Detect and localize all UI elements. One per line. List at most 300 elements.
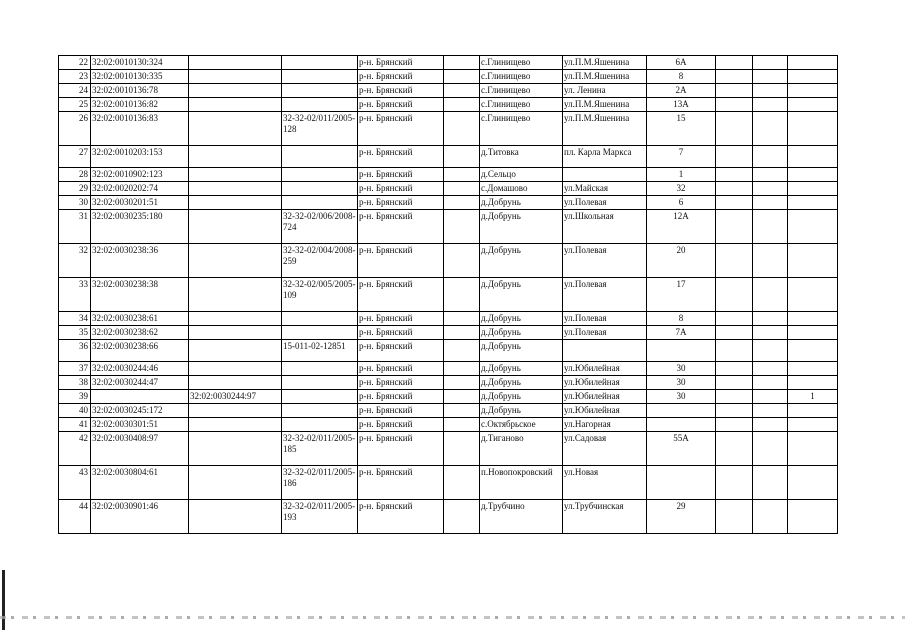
- table-row: [59, 432, 838, 466]
- table-row: [59, 244, 838, 278]
- table-row: [59, 312, 838, 326]
- cadastral-number: 32:02:0030235:180: [91, 210, 189, 244]
- empty-cell: [753, 112, 788, 146]
- cadastral-number-alt: [189, 466, 282, 500]
- registration-number: 32-32-02/011/2005-185: [282, 432, 358, 466]
- empty-cell: [753, 70, 788, 84]
- empty-cell: [444, 244, 480, 278]
- settlement: д.Трубчино: [480, 500, 563, 534]
- district: р-н. Брянский: [358, 418, 444, 432]
- row-number: 40: [59, 404, 91, 418]
- settlement: д.Добрунь: [480, 326, 563, 340]
- empty-cell: [444, 466, 480, 500]
- empty-cell: [716, 500, 753, 534]
- table-row: [59, 390, 838, 404]
- empty-cell: [716, 376, 753, 390]
- empty-cell: [753, 168, 788, 182]
- settlement: с.Глинищево: [480, 112, 563, 146]
- street: ул.Полевая: [563, 278, 647, 312]
- cadastral-number-alt: [189, 210, 282, 244]
- empty-cell: [444, 432, 480, 466]
- district: р-н. Брянский: [358, 500, 444, 534]
- settlement: д.Добрунь: [480, 340, 563, 362]
- extra-mark: [788, 70, 838, 84]
- street: ул.Полевая: [563, 312, 647, 326]
- empty-cell: [444, 278, 480, 312]
- row-number: 41: [59, 418, 91, 432]
- empty-cell: [444, 340, 480, 362]
- district: р-н. Брянский: [358, 70, 444, 84]
- empty-cell: [716, 278, 753, 312]
- row-number: 30: [59, 196, 91, 210]
- registration-number: [282, 312, 358, 326]
- row-number: 35: [59, 326, 91, 340]
- empty-cell: [716, 432, 753, 466]
- row-number: 42: [59, 432, 91, 466]
- table-row: [59, 146, 838, 168]
- table-row: [59, 376, 838, 390]
- empty-cell: [716, 312, 753, 326]
- empty-cell: [444, 182, 480, 196]
- house-number: 20: [647, 244, 716, 278]
- extra-mark: [788, 278, 838, 312]
- extra-mark: [788, 112, 838, 146]
- empty-cell: [444, 418, 480, 432]
- table-row: [59, 326, 838, 340]
- district: р-н. Брянский: [358, 376, 444, 390]
- extra-mark: [788, 340, 838, 362]
- extra-mark: [788, 432, 838, 466]
- street: ул.Садовая: [563, 432, 647, 466]
- street: ул.Юбилейная: [563, 390, 647, 404]
- street: ул.Юбилейная: [563, 362, 647, 376]
- settlement: с.Глинищево: [480, 70, 563, 84]
- house-number: 55А: [647, 432, 716, 466]
- row-number: 39: [59, 390, 91, 404]
- empty-cell: [716, 112, 753, 146]
- cadastral-number-alt: [189, 312, 282, 326]
- cadastral-number-alt: [189, 168, 282, 182]
- registration-number: 32-32-02/004/2008-259: [282, 244, 358, 278]
- empty-cell: [716, 56, 753, 70]
- district: р-н. Брянский: [358, 362, 444, 376]
- cadastral-number: 32:02:0030238:38: [91, 278, 189, 312]
- row-number: 27: [59, 146, 91, 168]
- table-row: [59, 70, 838, 84]
- scan-bottom-noise: [0, 616, 905, 619]
- settlement: д.Добрунь: [480, 376, 563, 390]
- registration-number: [282, 196, 358, 210]
- house-number: 6А: [647, 56, 716, 70]
- table-row: [59, 196, 838, 210]
- district: р-н. Брянский: [358, 432, 444, 466]
- cadastral-number: 32:02:0030244:46: [91, 362, 189, 376]
- table-row: [59, 56, 838, 70]
- house-number: 30: [647, 376, 716, 390]
- registration-number: [282, 98, 358, 112]
- settlement: д.Добрунь: [480, 312, 563, 326]
- cadastral-number-alt: 32:02:0030244:97: [189, 390, 282, 404]
- cadastral-number: 32:02:0030238:61: [91, 312, 189, 326]
- extra-mark: [788, 210, 838, 244]
- settlement: д.Тиганово: [480, 432, 563, 466]
- table-row: [59, 418, 838, 432]
- house-number: 13А: [647, 98, 716, 112]
- cadastral-number-alt: [189, 500, 282, 534]
- empty-cell: [444, 84, 480, 98]
- street: ул.Полевая: [563, 196, 647, 210]
- row-number: 43: [59, 466, 91, 500]
- cadastral-number-alt: [189, 326, 282, 340]
- empty-cell: [753, 432, 788, 466]
- street: ул.Майская: [563, 182, 647, 196]
- house-number: [647, 418, 716, 432]
- house-number: 32: [647, 182, 716, 196]
- cadastral-number: 32:02:0030901:46: [91, 500, 189, 534]
- registration-number: [282, 362, 358, 376]
- extra-mark: [788, 244, 838, 278]
- extra-mark: [788, 376, 838, 390]
- row-number: 25: [59, 98, 91, 112]
- house-number: 17: [647, 278, 716, 312]
- district: р-н. Брянский: [358, 112, 444, 146]
- street: ул.Школьная: [563, 210, 647, 244]
- row-number: 24: [59, 84, 91, 98]
- empty-cell: [444, 500, 480, 534]
- cadastral-number-alt: [189, 84, 282, 98]
- cadastral-number: [91, 390, 189, 404]
- extra-mark: [788, 98, 838, 112]
- street: ул.П.М.Яшенина: [563, 112, 647, 146]
- row-number: 33: [59, 278, 91, 312]
- empty-cell: [444, 376, 480, 390]
- registration-number: [282, 376, 358, 390]
- empty-cell: [444, 70, 480, 84]
- table-row: [59, 168, 838, 182]
- cadastral-number-alt: [189, 278, 282, 312]
- street: пл. Карла Маркса: [563, 146, 647, 168]
- house-number: 30: [647, 362, 716, 376]
- district: р-н. Брянский: [358, 390, 444, 404]
- cadastral-number-alt: [189, 404, 282, 418]
- cadastral-number: 32:02:0010130:324: [91, 56, 189, 70]
- cadastral-number: 32:02:0030408:97: [91, 432, 189, 466]
- street: [563, 168, 647, 182]
- empty-cell: [716, 362, 753, 376]
- extra-mark: [788, 326, 838, 340]
- extra-mark: [788, 168, 838, 182]
- street: [563, 340, 647, 362]
- table-row: [59, 500, 838, 534]
- empty-cell: [444, 146, 480, 168]
- table-row: [59, 278, 838, 312]
- house-number: 8: [647, 312, 716, 326]
- cadastral-number: 32:02:0030238:66: [91, 340, 189, 362]
- registration-number: 32-32-02/005/2005-109: [282, 278, 358, 312]
- empty-cell: [716, 340, 753, 362]
- settlement: д.Добрунь: [480, 362, 563, 376]
- empty-cell: [716, 84, 753, 98]
- empty-cell: [753, 278, 788, 312]
- registration-number: [282, 418, 358, 432]
- row-number: 34: [59, 312, 91, 326]
- table-row: [59, 112, 838, 146]
- settlement: д.Добрунь: [480, 278, 563, 312]
- house-number: 7А: [647, 326, 716, 340]
- empty-cell: [444, 312, 480, 326]
- settlement: д.Добрунь: [480, 244, 563, 278]
- district: р-н. Брянский: [358, 56, 444, 70]
- empty-cell: [753, 312, 788, 326]
- empty-cell: [444, 98, 480, 112]
- cadastral-number: 32:02:0030301:51: [91, 418, 189, 432]
- extra-mark: [788, 404, 838, 418]
- street: ул.Новая: [563, 466, 647, 500]
- empty-cell: [753, 404, 788, 418]
- extra-mark: [788, 312, 838, 326]
- registration-number: [282, 404, 358, 418]
- house-number: 29: [647, 500, 716, 534]
- empty-cell: [716, 182, 753, 196]
- street: ул.Юбилейная: [563, 376, 647, 390]
- cadastral-number-alt: [189, 418, 282, 432]
- empty-cell: [716, 168, 753, 182]
- registration-number: [282, 146, 358, 168]
- empty-cell: [444, 210, 480, 244]
- house-number: 30: [647, 390, 716, 404]
- table-row: [59, 340, 838, 362]
- extra-mark: [788, 182, 838, 196]
- house-number: 15: [647, 112, 716, 146]
- empty-cell: [753, 56, 788, 70]
- settlement: д.Добрунь: [480, 404, 563, 418]
- row-number: 28: [59, 168, 91, 182]
- district: р-н. Брянский: [358, 182, 444, 196]
- cadastral-number: 32:02:0010136:78: [91, 84, 189, 98]
- row-number: 31: [59, 210, 91, 244]
- cadastral-number-alt: [189, 182, 282, 196]
- house-number: [647, 466, 716, 500]
- empty-cell: [444, 390, 480, 404]
- empty-cell: [444, 168, 480, 182]
- registration-number: [282, 168, 358, 182]
- row-number: 37: [59, 362, 91, 376]
- empty-cell: [753, 98, 788, 112]
- table-row: [59, 404, 838, 418]
- row-number: 38: [59, 376, 91, 390]
- table-row: [59, 362, 838, 376]
- extra-mark: [788, 146, 838, 168]
- empty-cell: [716, 70, 753, 84]
- empty-cell: [444, 326, 480, 340]
- house-number: 1: [647, 168, 716, 182]
- empty-cell: [753, 362, 788, 376]
- house-number: [647, 404, 716, 418]
- table-row: [59, 210, 838, 244]
- registration-number: [282, 70, 358, 84]
- district: р-н. Брянский: [358, 210, 444, 244]
- district: р-н. Брянский: [358, 84, 444, 98]
- district: р-н. Брянский: [358, 196, 444, 210]
- row-number: 29: [59, 182, 91, 196]
- empty-cell: [753, 146, 788, 168]
- registration-number: 15-011-02-12851: [282, 340, 358, 362]
- cadastral-number: 32:02:0010203:153: [91, 146, 189, 168]
- cadastral-number-alt: [189, 146, 282, 168]
- house-number: 6: [647, 196, 716, 210]
- extra-mark: [788, 500, 838, 534]
- registration-number: [282, 84, 358, 98]
- registration-number: [282, 390, 358, 404]
- cadastral-number-alt: [189, 432, 282, 466]
- cadastral-number: 32:02:0030245:172: [91, 404, 189, 418]
- cadastral-number-alt: [189, 98, 282, 112]
- cadastral-number-alt: [189, 70, 282, 84]
- settlement: д.Добрунь: [480, 210, 563, 244]
- cadastral-number: 32:02:0010136:83: [91, 112, 189, 146]
- registration-number: 32-32-02/011/2005-193: [282, 500, 358, 534]
- settlement: д.Добрунь: [480, 196, 563, 210]
- empty-cell: [753, 390, 788, 404]
- cadastral-number-alt: [189, 56, 282, 70]
- table-row: [59, 84, 838, 98]
- empty-cell: [716, 404, 753, 418]
- empty-cell: [753, 84, 788, 98]
- empty-cell: [716, 418, 753, 432]
- district: р-н. Брянский: [358, 168, 444, 182]
- empty-cell: [444, 196, 480, 210]
- row-number: 32: [59, 244, 91, 278]
- settlement: с.Глинищево: [480, 84, 563, 98]
- district: р-н. Брянский: [358, 466, 444, 500]
- empty-cell: [444, 112, 480, 146]
- cadastral-number: 32:02:0030201:51: [91, 196, 189, 210]
- extra-mark: [788, 196, 838, 210]
- row-number: 23: [59, 70, 91, 84]
- cadastral-number-alt: [189, 244, 282, 278]
- row-number: 44: [59, 500, 91, 534]
- street: ул.Полевая: [563, 326, 647, 340]
- empty-cell: [716, 390, 753, 404]
- empty-cell: [716, 326, 753, 340]
- row-number: 22: [59, 56, 91, 70]
- extra-mark: [788, 84, 838, 98]
- street: ул. Ленина: [563, 84, 647, 98]
- street: ул.Трубчинская: [563, 500, 647, 534]
- house-number: 12А: [647, 210, 716, 244]
- street: ул.Нагорная: [563, 418, 647, 432]
- empty-cell: [753, 182, 788, 196]
- street: ул.П.М.Яшенина: [563, 70, 647, 84]
- registration-number: [282, 182, 358, 196]
- district: р-н. Брянский: [358, 278, 444, 312]
- empty-cell: [753, 376, 788, 390]
- land-plots-table: [58, 55, 838, 534]
- cadastral-number: 32:02:0030804:61: [91, 466, 189, 500]
- table-row: [59, 182, 838, 196]
- cadastral-number: 32:02:0020202:74: [91, 182, 189, 196]
- empty-cell: [716, 146, 753, 168]
- cadastral-number: 32:02:0010136:82: [91, 98, 189, 112]
- empty-cell: [716, 196, 753, 210]
- empty-cell: [753, 418, 788, 432]
- empty-cell: [753, 196, 788, 210]
- registration-number: 32-32-02/011/2005-128: [282, 112, 358, 146]
- street: ул.Полевая: [563, 244, 647, 278]
- settlement: с.Домашово: [480, 182, 563, 196]
- registration-number: 32-32-02/011/2005-186: [282, 466, 358, 500]
- settlement: п.Новопокровский: [480, 466, 563, 500]
- cadastral-number-alt: [189, 340, 282, 362]
- empty-cell: [716, 210, 753, 244]
- table-row: [59, 466, 838, 500]
- extra-mark: [788, 56, 838, 70]
- street: ул.П.М.Яшенина: [563, 56, 647, 70]
- settlement: с.Октябрьское: [480, 418, 563, 432]
- extra-mark: 1: [788, 390, 838, 404]
- cadastral-number-alt: [189, 112, 282, 146]
- empty-cell: [444, 362, 480, 376]
- registration-number: [282, 56, 358, 70]
- cadastral-number: 32:02:0030238:62: [91, 326, 189, 340]
- house-number: 8: [647, 70, 716, 84]
- cadastral-number-alt: [189, 362, 282, 376]
- district: р-н. Брянский: [358, 404, 444, 418]
- registration-number: [282, 326, 358, 340]
- empty-cell: [753, 210, 788, 244]
- district: р-н. Брянский: [358, 340, 444, 362]
- cadastral-number: 32:02:0030238:36: [91, 244, 189, 278]
- district: р-н. Брянский: [358, 312, 444, 326]
- district: р-н. Брянский: [358, 326, 444, 340]
- district: р-н. Брянский: [358, 244, 444, 278]
- cadastral-number: 32:02:0030244:47: [91, 376, 189, 390]
- empty-cell: [753, 466, 788, 500]
- empty-cell: [753, 244, 788, 278]
- empty-cell: [444, 404, 480, 418]
- street: ул.П.М.Яшенина: [563, 98, 647, 112]
- empty-cell: [753, 500, 788, 534]
- scan-edge-mark: [2, 570, 5, 630]
- extra-mark: [788, 418, 838, 432]
- cadastral-number: 32:02:0010902:123: [91, 168, 189, 182]
- row-number: 26: [59, 112, 91, 146]
- settlement: с.Глинищево: [480, 98, 563, 112]
- empty-cell: [716, 98, 753, 112]
- settlement: с.Глинищево: [480, 56, 563, 70]
- cadastral-number: 32:02:0010130:335: [91, 70, 189, 84]
- district: р-н. Брянский: [358, 146, 444, 168]
- cadastral-number-alt: [189, 376, 282, 390]
- street: ул.Юбилейная: [563, 404, 647, 418]
- extra-mark: [788, 362, 838, 376]
- extra-mark: [788, 466, 838, 500]
- district: р-н. Брянский: [358, 98, 444, 112]
- empty-cell: [753, 340, 788, 362]
- empty-cell: [716, 244, 753, 278]
- settlement: д.Добрунь: [480, 390, 563, 404]
- house-number: 2А: [647, 84, 716, 98]
- house-number: 7: [647, 146, 716, 168]
- row-number: 36: [59, 340, 91, 362]
- house-number: [647, 340, 716, 362]
- table-row: [59, 98, 838, 112]
- empty-cell: [753, 326, 788, 340]
- settlement: д.Сельцо: [480, 168, 563, 182]
- settlement: д.Титовка: [480, 146, 563, 168]
- registration-number: 32-32-02/006/2008-724: [282, 210, 358, 244]
- empty-cell: [444, 56, 480, 70]
